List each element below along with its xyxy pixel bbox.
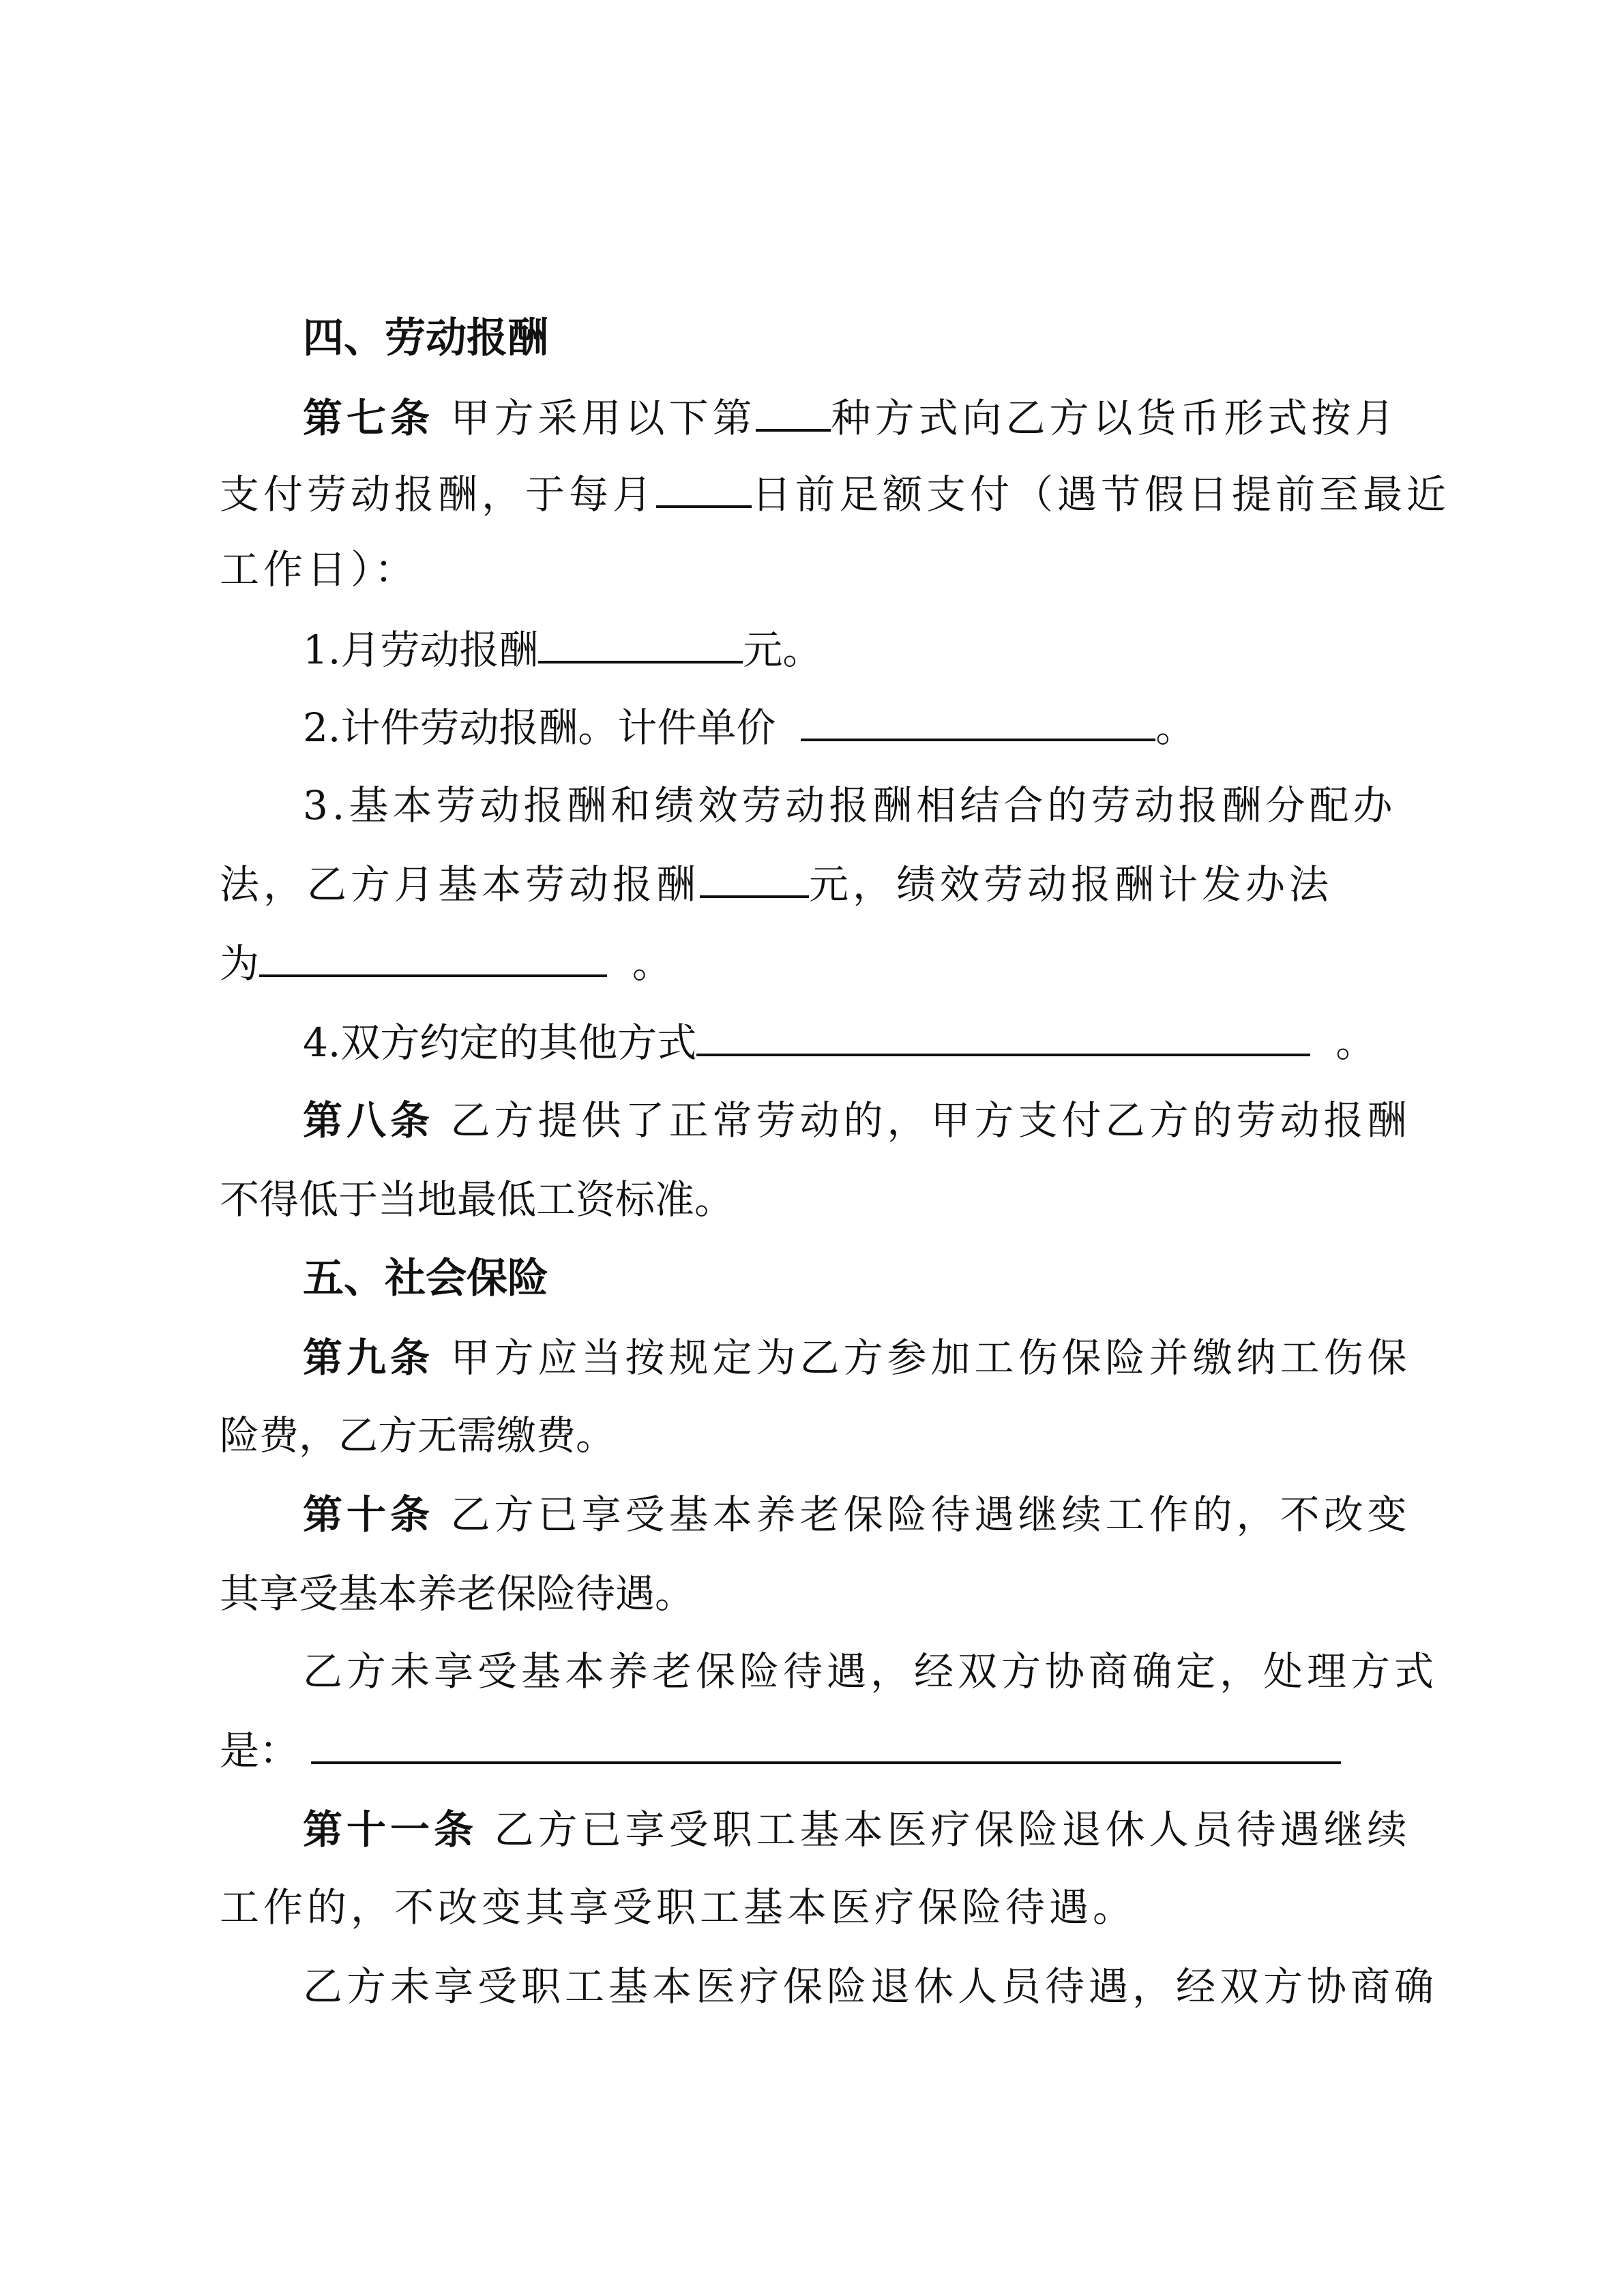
- option-3-line-1: [303, 773, 1409, 838]
- article-7-line-2: [220, 460, 1451, 526]
- blank-pension-handling[interactable]: [311, 1716, 1341, 1764]
- text-run: 。: [1335, 1019, 1376, 1066]
- text-run: 乙方提供了正常劳动的，甲方支付乙方的劳动报酬: [450, 1097, 1411, 1144]
- blank-piece-rate[interactable]: [801, 694, 1155, 741]
- text-run: 工作日）：: [220, 546, 419, 593]
- text-run: 是：: [220, 1727, 299, 1774]
- text-run: 甲方应当按规定为乙方参加工伤保险并缴纳工伤保: [450, 1335, 1411, 1381]
- article-11-label: 第十一条: [303, 1806, 478, 1853]
- text-run: 甲方采用以下第: [450, 395, 756, 441]
- blank-base-pay[interactable]: [700, 850, 809, 898]
- section-heading-social-insurance: [303, 1246, 1409, 1311]
- text-run: 元，绩效劳动报酬计发办法: [809, 861, 1333, 908]
- blank-monthly-amount[interactable]: [538, 616, 743, 664]
- text-run: 乙方已享受职工基本医疗保险退休人员待遇继续: [494, 1806, 1411, 1853]
- option-3-line-2: [220, 850, 1409, 916]
- text-run: 支付劳动报酬，于每月: [220, 471, 657, 518]
- text-run: 乙方未享受职工基本医疗保险退休人员待遇，经双方协商确: [303, 1963, 1438, 2010]
- option-1-monthly: [303, 616, 1409, 681]
- article-9-line-2: [220, 1403, 1409, 1468]
- section-heading-text: 四、劳动报酬: [303, 314, 548, 362]
- article-8-line-1: [303, 1088, 1409, 1153]
- article-10-para-2-line-1: [303, 1639, 1438, 1704]
- blank-other-method[interactable]: [696, 1009, 1310, 1056]
- article-11-para-2-line-1: [303, 1954, 1438, 2019]
- section-heading-remuneration: [303, 305, 1409, 371]
- text-run: 不得低于当地最低工资标准。: [220, 1176, 735, 1223]
- option-3-line-3: [220, 929, 1409, 995]
- text-run: 为: [220, 940, 260, 987]
- text-run: 元。: [743, 627, 823, 673]
- text-run: 。: [632, 940, 672, 987]
- text-run: 。: [1155, 704, 1196, 751]
- text-run: 乙方已享受基本养老保险待遇继续工作的，不改变: [450, 1491, 1411, 1538]
- text-run: 3.基本劳动报酬和绩效劳动报酬相结合的劳动报酬分配办: [303, 782, 1397, 829]
- text-run: 险费，乙方无需缴费。: [220, 1412, 616, 1459]
- blank-performance-method[interactable]: [259, 929, 607, 977]
- text-run: 法，乙方月基本劳动报酬: [220, 861, 700, 908]
- text-run: 种方式向乙方以货币形式按月: [831, 395, 1399, 441]
- text-run: 1.月劳动报酬: [303, 627, 539, 673]
- blank-method-number[interactable]: [756, 384, 831, 432]
- article-10-para-2-line-2: [220, 1716, 1409, 1782]
- article-9-label: 第九条: [303, 1335, 434, 1381]
- article-9-line-1: [303, 1325, 1409, 1390]
- section-heading-text: 五、社会保险: [303, 1255, 548, 1302]
- article-7-label: 第七条: [303, 395, 434, 441]
- article-7-line-3: [220, 537, 1409, 602]
- article-10-line-2: [220, 1561, 1409, 1626]
- text-run: 4.双方约定的其他方式: [303, 1019, 697, 1066]
- article-8-label: 第八条: [303, 1097, 434, 1144]
- option-2-piecework: [303, 694, 1409, 759]
- article-7-line-1: [303, 384, 1409, 449]
- article-10-line-1: [303, 1482, 1409, 1547]
- article-8-line-2: [220, 1167, 1409, 1232]
- text-run: 日前足额支付（遇节假日提前至最近: [752, 471, 1451, 518]
- article-11-line-2: [220, 1875, 1409, 1940]
- option-4-other: [303, 1009, 1409, 1074]
- blank-pay-day[interactable]: [656, 460, 752, 508]
- article-10-label: 第十条: [303, 1491, 434, 1538]
- text-run: 乙方未享受基本养老保险待遇，经双方协商确定，处理方式: [303, 1648, 1438, 1695]
- text-run: 工作的，不改变其享受职工基本医疗保险待遇。: [220, 1884, 1137, 1930]
- text-run: 2.计件劳动报酬。计件单价: [303, 704, 776, 751]
- article-11-line-1: [303, 1797, 1409, 1862]
- text-run: 其享受基本养老保险待遇。: [220, 1570, 695, 1617]
